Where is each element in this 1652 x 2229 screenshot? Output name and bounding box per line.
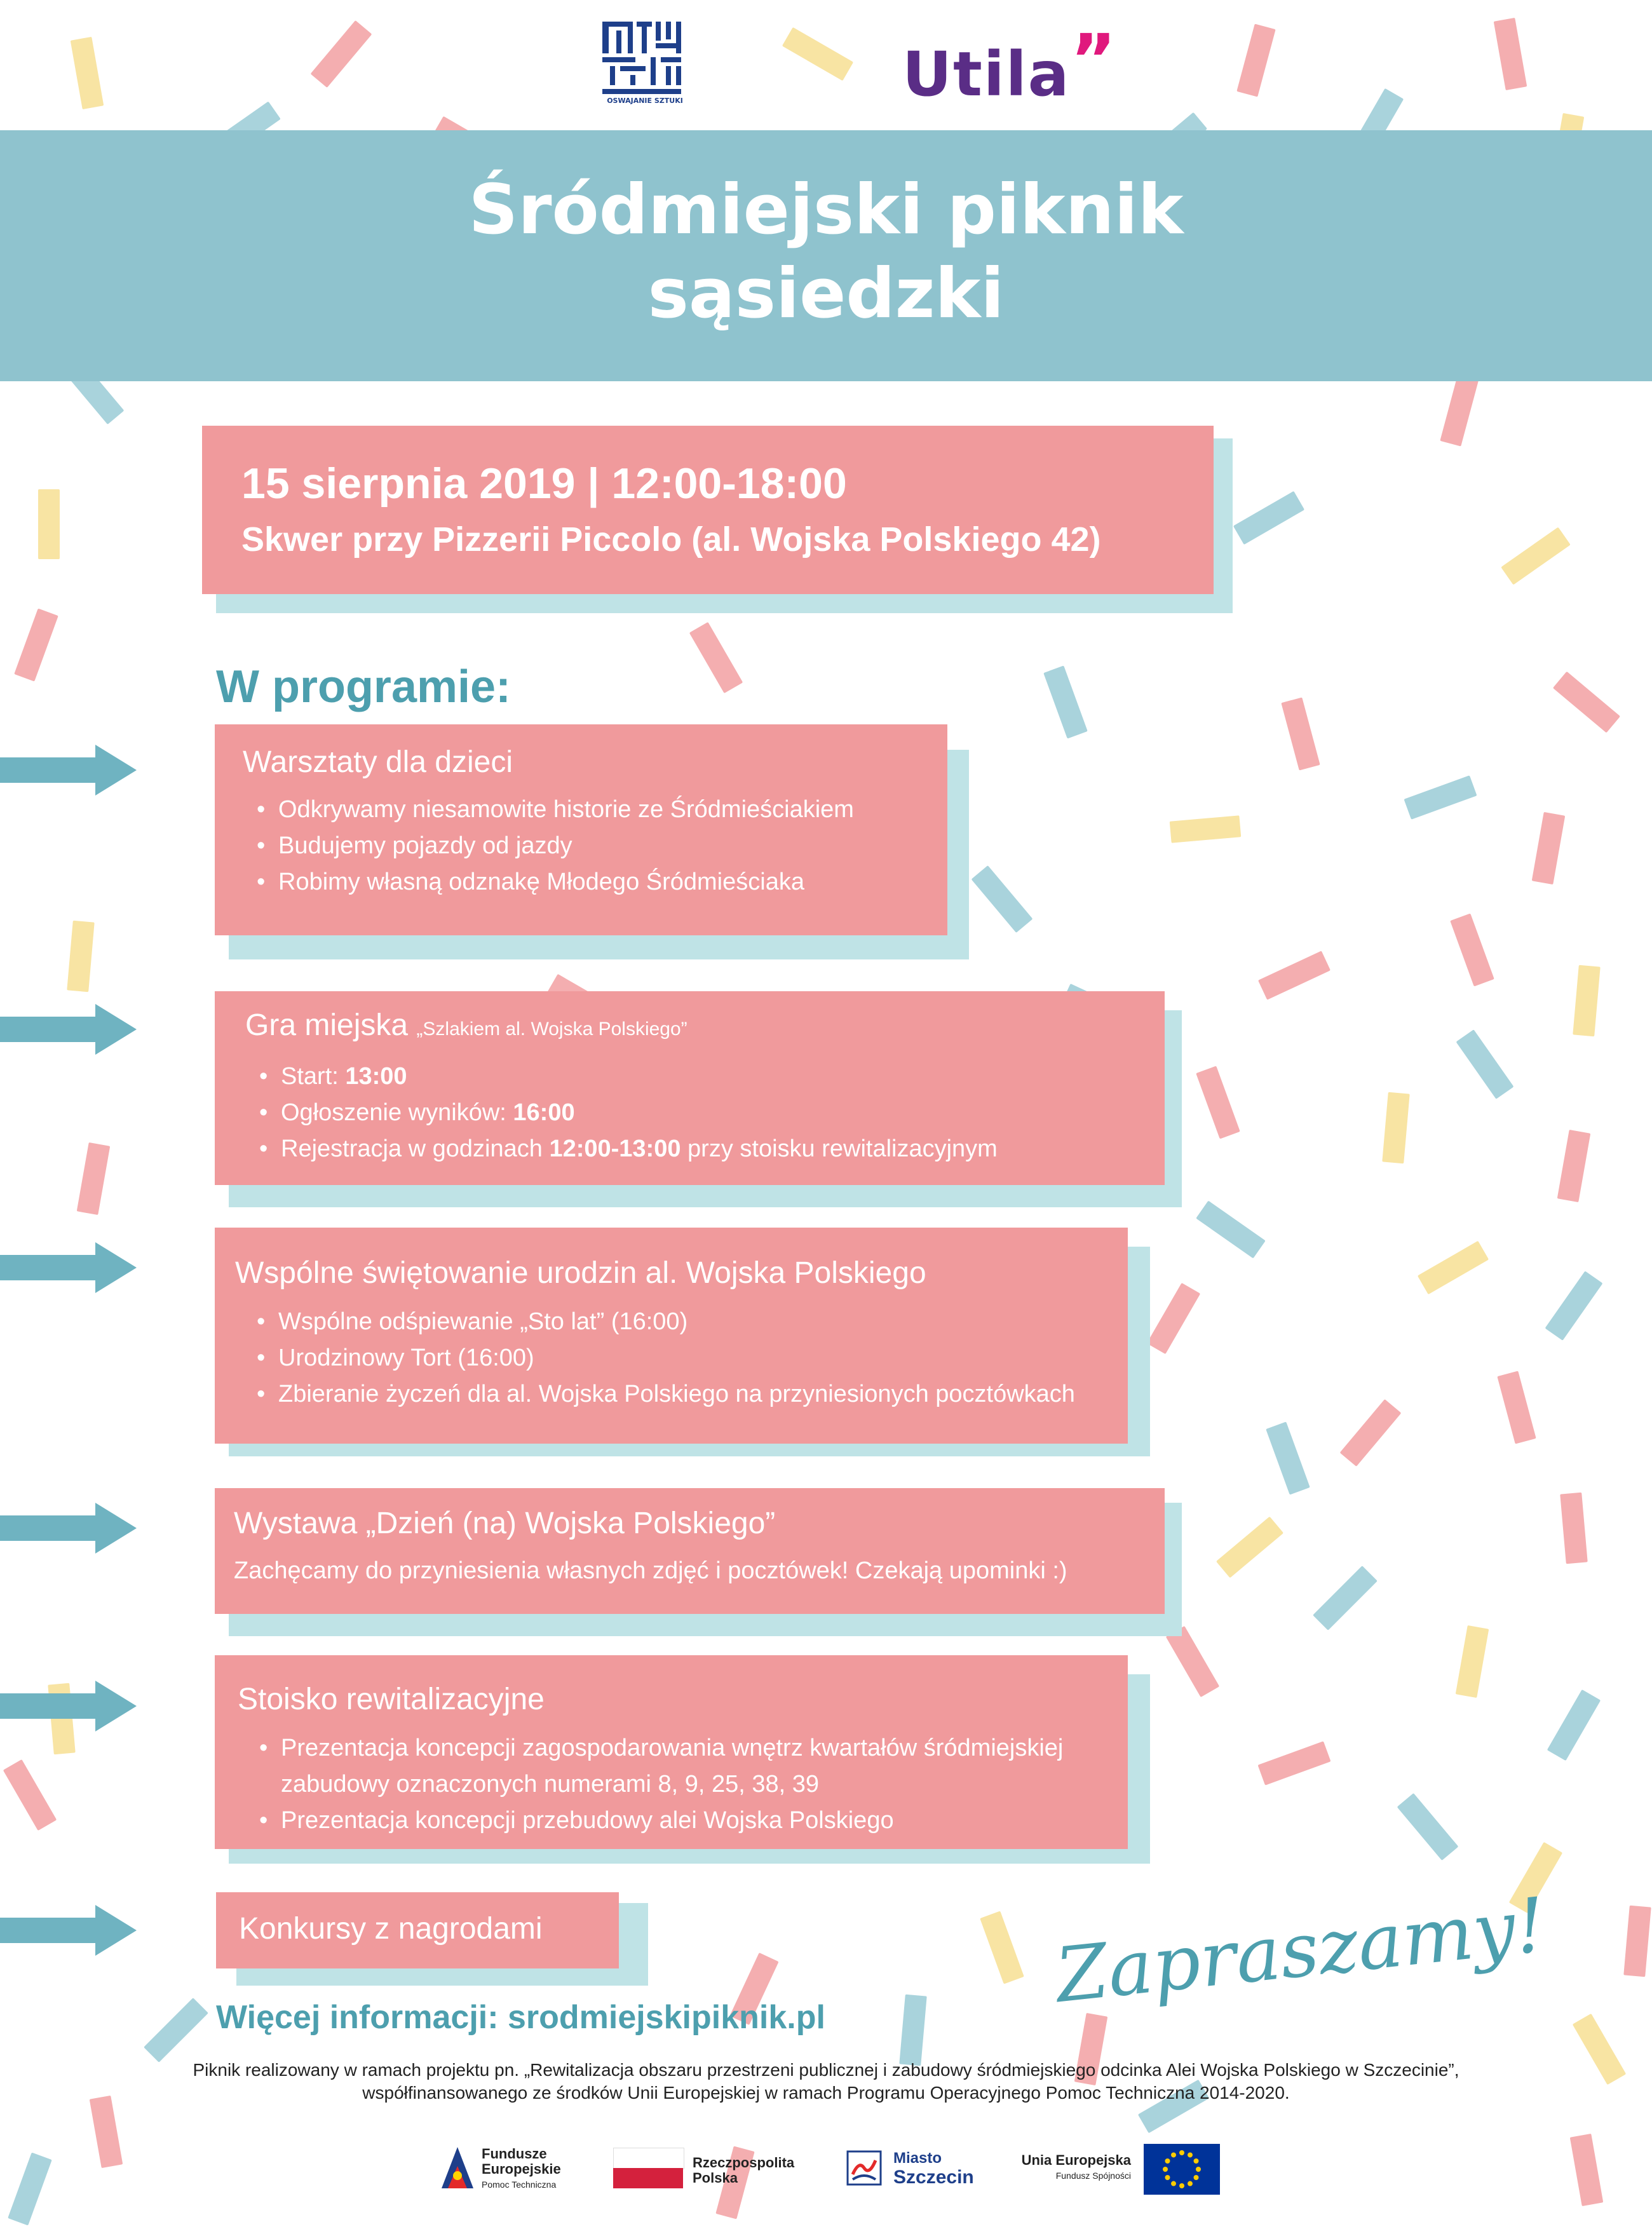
confetti-piece: [1216, 1517, 1283, 1578]
utila-logo: [902, 19, 1118, 112]
list-item: • Wspólne odśpiewanie „Sto lat” (16:00): [254, 1304, 1128, 1340]
confetti-piece: [1196, 1201, 1266, 1259]
confetti-piece: [1501, 527, 1571, 585]
arrow-right-icon: [0, 1242, 137, 1293]
arrow-right-icon: [0, 1503, 137, 1554]
confetti-piece: [1450, 914, 1494, 987]
confetti-piece: [1043, 666, 1088, 739]
eu-star-icon: [1171, 2181, 1176, 2186]
list-item: • Zbieranie życzeń dla al. Wojska Polskiego na przyniesionych pocztówkach: [254, 1376, 1128, 1413]
oswajanie-sztuki-logo: [597, 18, 693, 113]
exhibition-box: [215, 1488, 1165, 1614]
confetti-piece: [1281, 697, 1320, 770]
list-item: • Odkrywamy niesamowite historie ze Śródmieściakiem: [254, 792, 947, 828]
confetti-piece: [71, 37, 104, 109]
confetti-piece: [1456, 1625, 1489, 1698]
more-info-link[interactable]: Więcej informacji: srodmiejskipiknik.pl: [216, 1999, 825, 2036]
arrow-right-icon: [0, 1004, 137, 1055]
confetti-piece: [90, 2096, 123, 2168]
confetti-piece: [67, 921, 94, 993]
confetti-piece: [1382, 1092, 1409, 1164]
date-time-line: [241, 459, 847, 508]
city-game-title: Gra miejska: [245, 1008, 409, 1042]
footer-note: [64, 2059, 1588, 2104]
confetti-piece: [311, 20, 372, 88]
confetti-piece: [1404, 775, 1477, 820]
utila-logo-text: Utila: [902, 39, 1071, 110]
exhibition-text: Zachęcamy do przyniesienia własnych zdjęć i pocztówek! Czekają upominki :): [234, 1557, 1067, 1584]
eu-star-icon: [1165, 2158, 1170, 2164]
list-item: • Urodzinowy Tort (16:00): [254, 1340, 1128, 1376]
confetti-piece: [1570, 2134, 1604, 2206]
eu-star-icon: [1179, 2150, 1184, 2155]
funder-logos: [438, 2141, 1226, 2199]
date-place-box: [202, 426, 1214, 594]
confetti-piece: [8, 2153, 52, 2226]
event-title-line1: Śródmiejski piknik: [468, 170, 1184, 250]
eu-star-icon: [1194, 2175, 1199, 2180]
confetti-piece: [1545, 1271, 1603, 1341]
footer-line2: współfinansowanego ze środków Unii Europejskiej w ramach Programu Operacyjnego Pomoc Techniczna 2014-2020.: [362, 2083, 1290, 2103]
contests-heading: Konkursy z nagrodami: [239, 1912, 543, 1946]
flag-white-stripe: [613, 2148, 684, 2169]
event-date: 15 sierpnia 2019: [241, 459, 576, 508]
contests-box: [216, 1892, 619, 1968]
confetti-piece: [1497, 1371, 1536, 1444]
miasto-szczecin-logo: Miasto Szczecin: [845, 2141, 991, 2199]
confetti-piece: [1233, 491, 1304, 545]
city-game-box: [215, 991, 1165, 1185]
date-separator: |: [587, 459, 600, 508]
birthday-box: [215, 1228, 1128, 1444]
confetti-piece: [1258, 1741, 1331, 1785]
event-place: Skwer przy Pizzerii Piccolo (al. Wojska Polskiego 42): [241, 520, 1101, 559]
confetti-piece: [1553, 672, 1620, 733]
confetti-piece: [899, 1995, 926, 2066]
workshops-heading: Warsztaty dla dzieci: [243, 745, 513, 779]
stand-heading: Stoisko rewitalizacyjne: [238, 1683, 545, 1716]
event-time: 12:00-18:00: [611, 459, 847, 508]
fundusze-europejskie-logo: Fundusze Europejskie Pomoc Techniczna: [438, 2141, 578, 2199]
event-title: [0, 168, 1652, 336]
confetti-piece: [1236, 24, 1275, 97]
confetti-piece: [1397, 1793, 1459, 1860]
confetti-piece: [980, 1911, 1024, 1984]
confetti-piece: [1196, 1066, 1240, 1139]
confetti-piece: [1170, 815, 1242, 843]
confetti-piece: [38, 489, 60, 559]
confetti-piece: [1557, 1130, 1591, 1202]
list-item: • Robimy własną odznakę Młodego Śródmieściaka: [254, 864, 947, 900]
list-item: • Prezentacja koncepcji przebudowy alei Wojska Polskiego: [257, 1803, 1089, 1839]
confetti-piece: [1623, 1906, 1651, 1977]
footer-line1: Piknik realizowany w ramach projektu pn. „Rewitalizacja obszaru przestrzeni publicznej i zabudowy śródmiejskiego odcinka Alei Wojska Polskiego w Szczecinie”,: [193, 2060, 1459, 2080]
rzeczpospolita-polska-logo: Rzeczpospolita Polska: [613, 2141, 816, 2199]
list-item: • Budujemy pojazdy od jazdy: [254, 828, 947, 864]
city-game-subtitle: „Szlakiem al. Wojska Polskiego”: [416, 1019, 687, 1040]
arrow-right-icon: [0, 1905, 137, 1956]
confetti-piece: [1547, 1690, 1601, 1761]
list-item: • Start: 13:00: [257, 1059, 1165, 1095]
confetti-piece: [1166, 1626, 1219, 1697]
eu-star-icon: [1171, 2152, 1176, 2157]
confetti-piece: [1573, 965, 1600, 1037]
confetti-piece: [689, 622, 743, 693]
eu-star-icon: [1188, 2181, 1193, 2186]
confetti-piece: [1560, 1493, 1587, 1564]
szczecin-emblem-icon: [845, 2149, 883, 2187]
arrow-right-icon: [0, 745, 137, 796]
confetti-piece: [144, 1998, 208, 2063]
eu-star-icon: [1188, 2152, 1193, 2157]
workshops-list: [254, 792, 947, 900]
birthday-list: [254, 1304, 1128, 1413]
event-title-line2: sąsiedzki: [647, 254, 1005, 334]
list-item: • Ogłoszenie wyników: 16:00: [257, 1095, 1165, 1131]
confetti-piece: [1258, 951, 1330, 999]
confetti-piece: [3, 1759, 57, 1831]
list-item: • Rejestracja w godzinach 12:00-13:00 przy stoisku rewitalizacyjnym: [257, 1131, 1165, 1167]
unia-europejska-logo: Unia Europejska Fundusz Spójności: [1013, 2141, 1226, 2199]
confetti-piece: [1147, 1283, 1200, 1354]
list-item: • Prezentacja koncepcji zagospodarowania wnętrz kwartałów śródmiejskiej zabudowy oznaczonych numerami 8, 9, 25, 38, 39: [257, 1730, 1089, 1803]
confetti-piece: [1440, 373, 1479, 446]
oswajanie-logo-text: OSWAJANIE SZTUKI: [607, 97, 683, 105]
eu-star-icon: [1165, 2175, 1170, 2180]
confetti-piece: [77, 1142, 111, 1215]
eu-star-icon: [1194, 2158, 1199, 2164]
eu-star-icon: [1179, 2183, 1184, 2188]
confetti-piece: [972, 865, 1033, 933]
city-game-list: [257, 1059, 1165, 1167]
stand-box: [215, 1655, 1128, 1849]
confetti-piece: [1340, 1399, 1402, 1467]
confetti-piece: [1313, 1566, 1378, 1630]
workshops-box: [215, 724, 947, 935]
confetti-piece: [1418, 1241, 1489, 1294]
stand-list: [257, 1730, 1089, 1839]
arrow-right-icon: [0, 1681, 137, 1731]
program-heading: W programie:: [216, 661, 511, 712]
confetti-piece: [14, 609, 58, 682]
utila-logo-quote: ”: [1070, 19, 1118, 100]
confetti-piece: [1266, 1422, 1310, 1495]
eu-star-icon: [1196, 2167, 1201, 2172]
exhibition-heading: Wystawa „Dzień (na) Wojska Polskiego”: [234, 1507, 776, 1540]
birthday-heading: Wspólne świętowanie urodzin al. Wojska Polskiego: [235, 1256, 926, 1290]
eu-star-icon: [1163, 2167, 1168, 2172]
flag-red-stripe: [613, 2168, 683, 2188]
confetti-piece: [1494, 18, 1527, 90]
partner-logos: [597, 18, 1118, 113]
city-game-heading: [245, 1006, 1165, 1048]
confetti-piece: [1456, 1029, 1514, 1099]
eu-flag-icon: [1144, 2144, 1220, 2195]
confetti-piece: [1532, 812, 1566, 884]
invite-text: Zapraszamy!: [1051, 1880, 1550, 2020]
fe-emblem-icon: [438, 2144, 477, 2195]
